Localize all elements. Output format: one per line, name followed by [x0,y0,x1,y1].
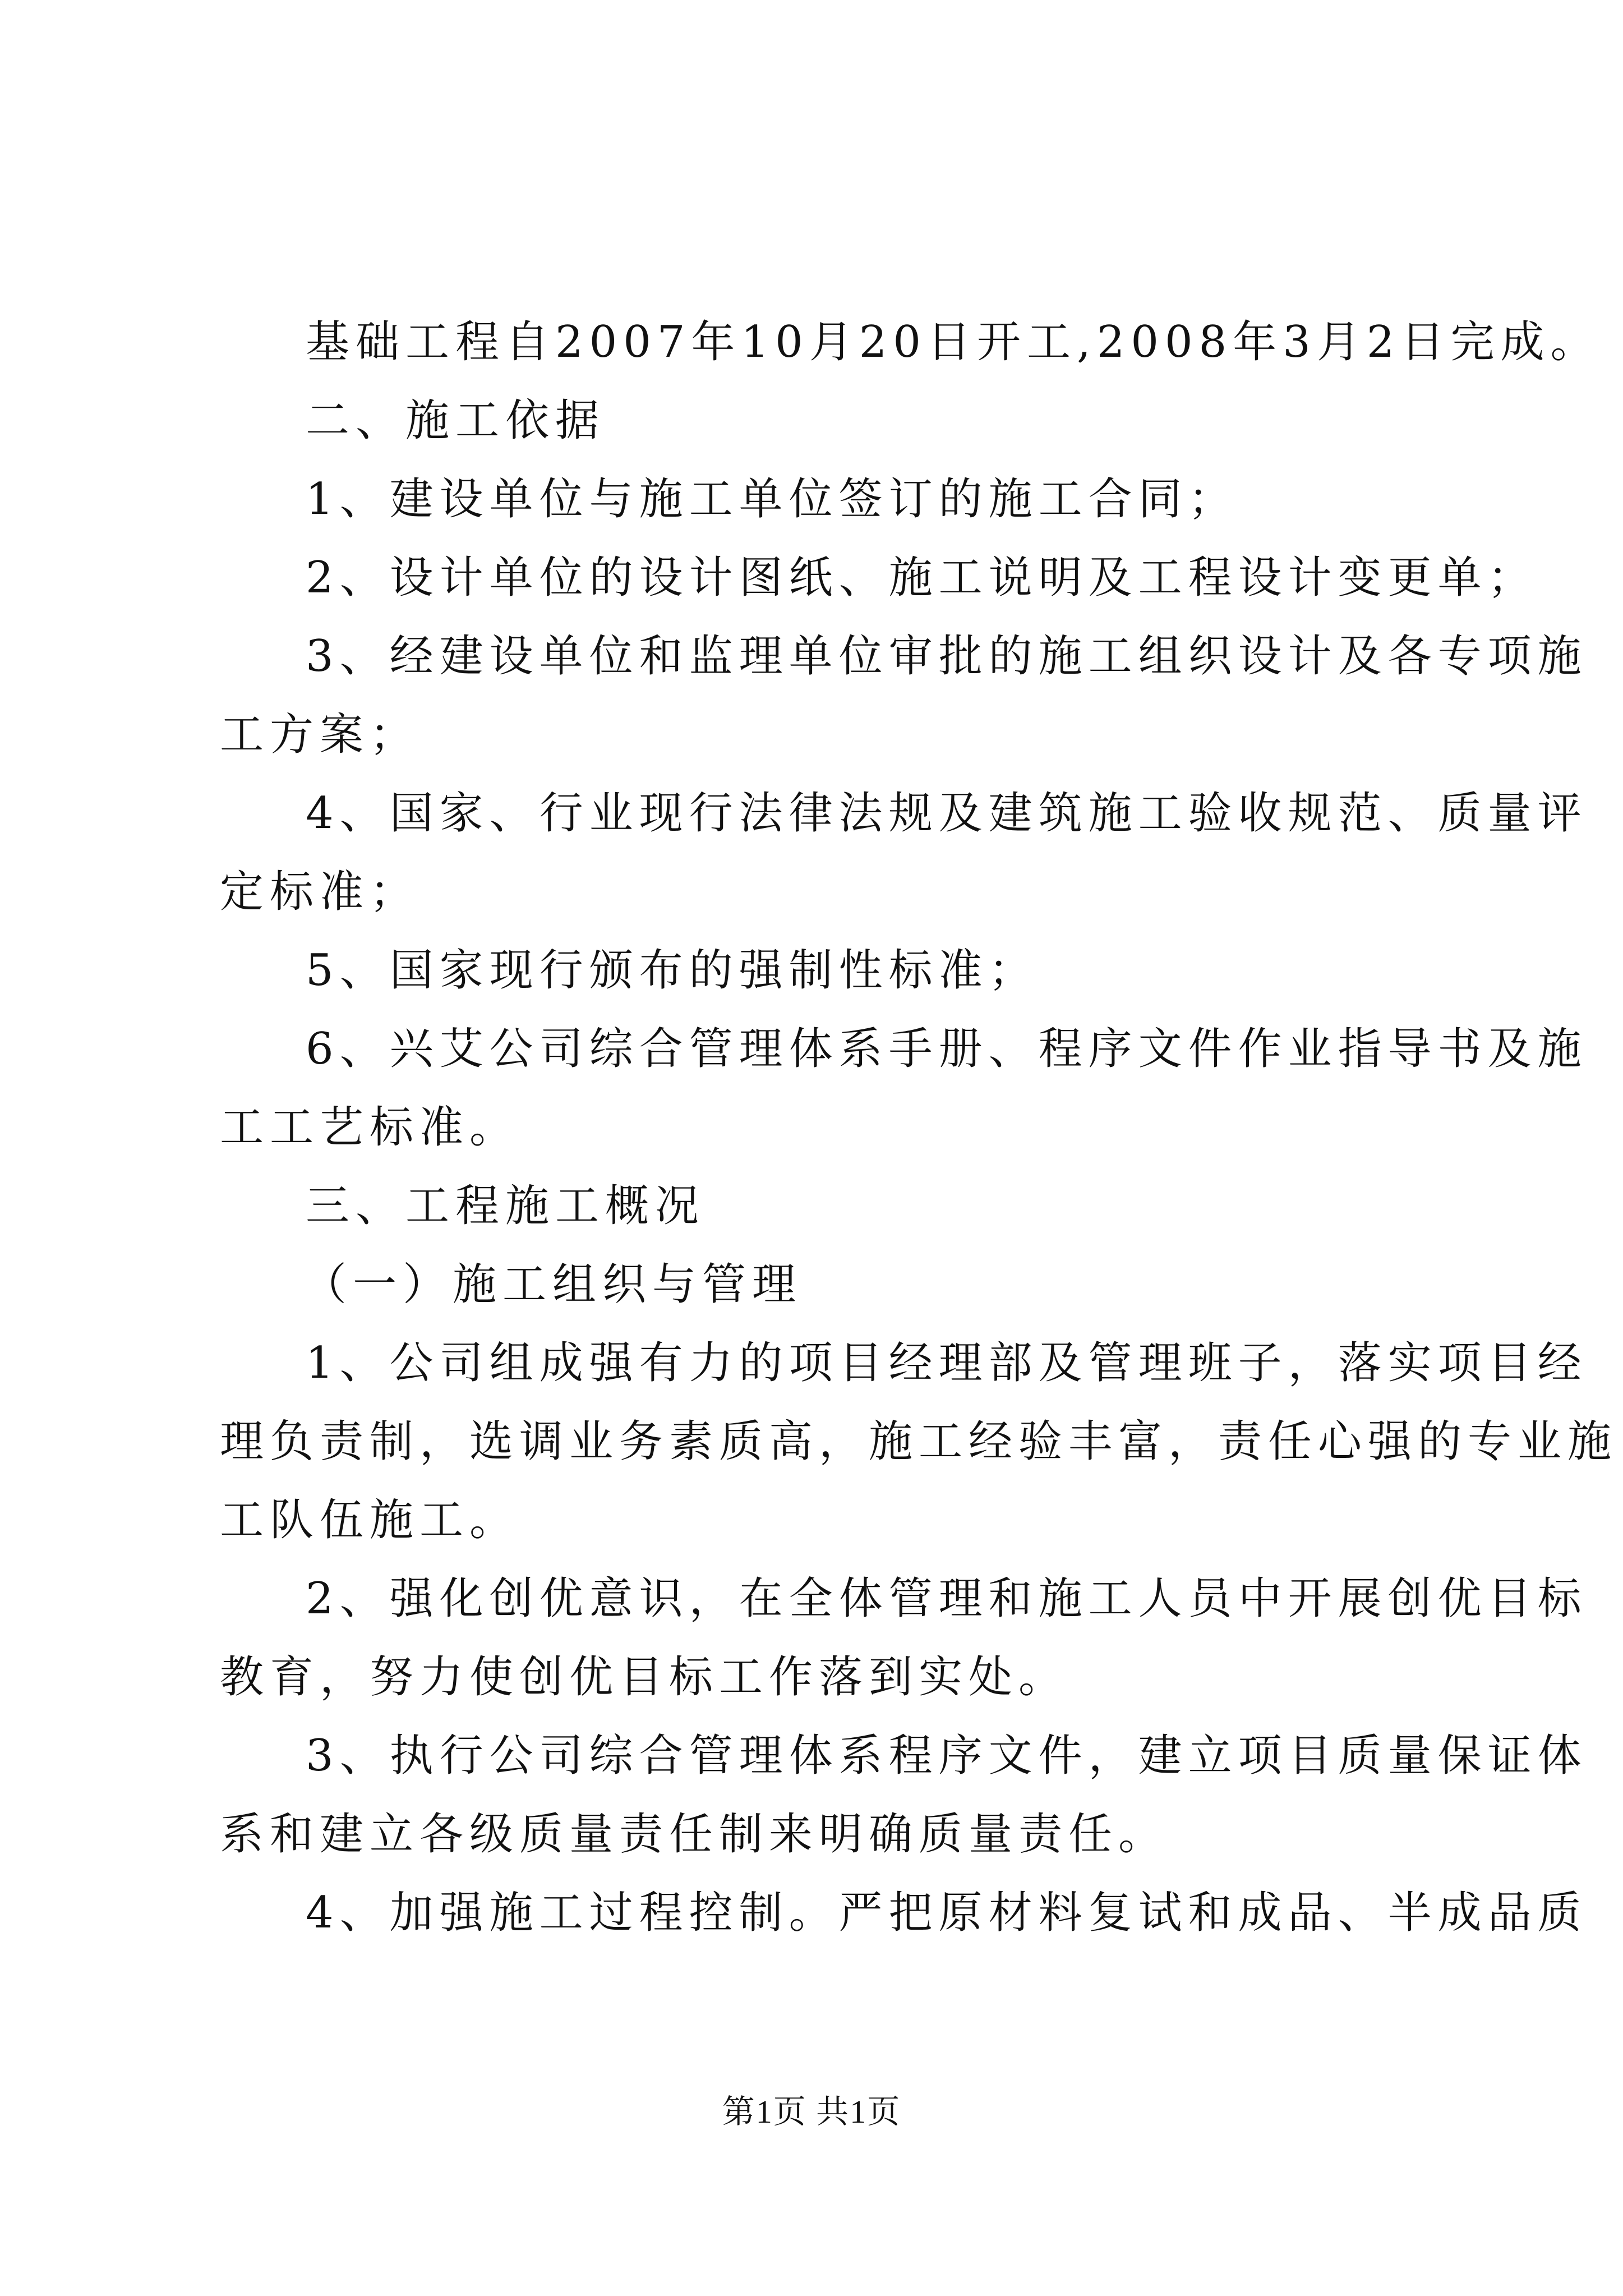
list-item: 2、设计单位的设计图纸、施工说明及工程设计变更单； [306,553,1538,603]
list-item: 3、经建设单位和监理单位审批的施工组织设计及各专项施 [306,631,1588,682]
paragraph-line: 基础工程自2007年10月20日开工,2008年3月2日完成。 [306,317,1601,367]
list-item: 4、加强施工过程控制。严把原材料复试和成品、半成品质 [306,1888,1588,1938]
list-item-continuation: 系和建立各级质量责任制来明确质量责任。 [220,1809,1169,1860]
section-heading: 三、工程施工概况 [306,1181,706,1231]
list-item-continuation: 理负责制，选调业务素质高，施工经验丰富，责任心强的专业施 [220,1416,1618,1467]
subsection-heading: （一）施工组织与管理 [303,1259,803,1310]
list-item: 1、公司组成强有力的项目经理部及管理班子，落实项目经 [306,1338,1588,1388]
list-item-continuation: 工方案； [220,710,420,760]
list-item: 2、强化创优意识，在全体管理和施工人员中开展创优目标 [306,1573,1588,1624]
page-number-footer: 第1页 共1页 [722,2093,901,2130]
list-item: 6、兴艾公司综合管理体系手册、程序文件作业指导书及施 [306,1024,1588,1074]
list-item: 5、国家现行颁布的强制性标准； [306,945,1039,996]
list-item-continuation: 定标准； [220,867,420,917]
list-item: 1、建设单位与施工单位签订的施工合同； [306,474,1238,524]
section-heading: 二、施工依据 [306,395,606,446]
list-item: 4、国家、行业现行法律法规及建筑施工验收规范、质量评 [306,788,1588,839]
list-item-continuation: 工工艺标准。 [220,1102,520,1153]
list-item: 3、执行公司综合管理体系程序文件，建立项目质量保证体 [306,1731,1588,1781]
list-item-continuation: 教育，努力使创优目标工作落到实处。 [220,1652,1069,1703]
list-item-continuation: 工队伍施工。 [220,1495,520,1545]
